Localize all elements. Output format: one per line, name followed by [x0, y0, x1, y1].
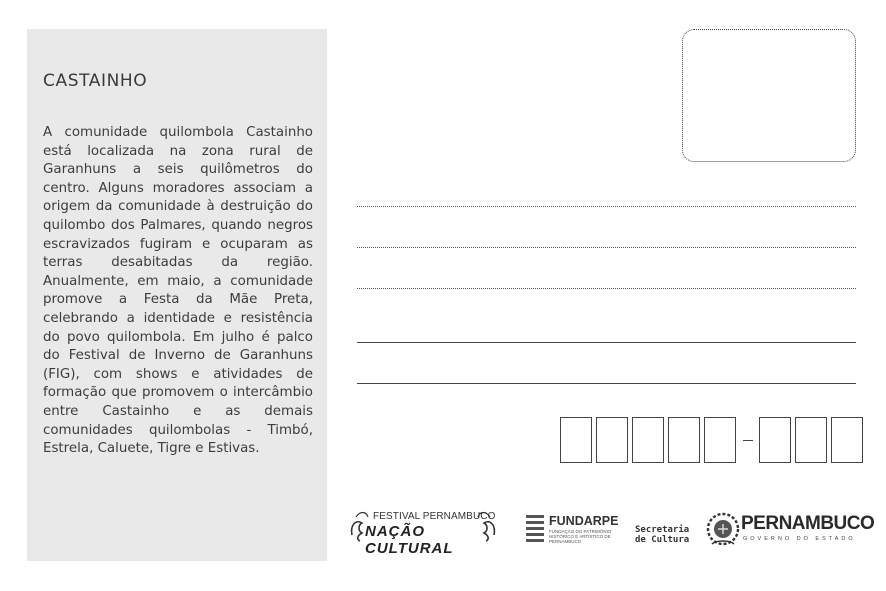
address-line-4	[357, 342, 856, 343]
fundarpe-logo	[524, 505, 624, 555]
pernambuco-subtitle: GOVERNO DO ESTADO	[743, 536, 856, 542]
postal-code-boxes	[560, 417, 863, 463]
panel-title: CASTAINHO	[43, 71, 148, 91]
secretaria-text	[635, 525, 689, 545]
stamp-placeholder	[682, 29, 856, 162]
secretaria-cultura-logo	[635, 505, 695, 555]
address-line-1	[357, 206, 856, 207]
coat-of-arms-icon	[706, 510, 740, 550]
postal-digit-box	[759, 417, 791, 463]
fundarpe-name: FUNDARPE	[549, 514, 619, 528]
postal-digit-box	[560, 417, 592, 463]
pernambuco-government-logo	[706, 505, 875, 555]
postal-code-separator	[743, 440, 753, 441]
festival-pernambuco-logo	[348, 505, 498, 555]
description-panel	[27, 29, 327, 561]
secretaria-line2: de Cultura	[635, 535, 690, 545]
postal-digit-box	[668, 417, 700, 463]
secretaria-line1: Secretaria	[635, 525, 690, 535]
postal-digit-box	[596, 417, 628, 463]
address-line-3	[357, 288, 856, 289]
address-line-5	[357, 383, 856, 384]
sponsor-logos	[348, 505, 875, 557]
festival-line1: FESTIVAL PERNAMBUCO	[373, 511, 496, 522]
postal-digit-box	[795, 417, 827, 463]
festival-line2: NAÇÃO CULTURAL	[365, 523, 454, 557]
postal-digit-box	[632, 417, 664, 463]
address-line-2	[357, 247, 856, 248]
fundarpe-stripes-icon	[524, 513, 546, 547]
pernambuco-name: PERNAMBUCO	[741, 513, 875, 534]
postal-digit-box	[831, 417, 863, 463]
fundarpe-subtitle: FUNDAÇÃO DO PATRIMÔNIO HISTÓRICO E ARTÍSTICO DE PERNAMBUCO	[549, 529, 612, 544]
postal-digit-box	[704, 417, 736, 463]
panel-body-text: A comunidade quilombola Castainho está localizada na zona rural de Garanhuns a seis quilômetros do centro. Alguns moradores associam a origem da comunidade à destruição do quilombo dos Palmares, quando negros escravizados fugiram e ocuparam as terras desabitadas da região. Anualmente, em maio, a comunidade promove a Festa da Mãe Preta, celebrando a identidade e resistência do povo quilombola. Em julho é palco do Festival de Inverno de Garanhuns (FIG), com shows e atividades de formação que promovem o intercâmbio entre Castainho e as demais comunidades quilombolas - Timbó, Estrela, Caluete, Tigre e Estivas.	[43, 125, 313, 457]
